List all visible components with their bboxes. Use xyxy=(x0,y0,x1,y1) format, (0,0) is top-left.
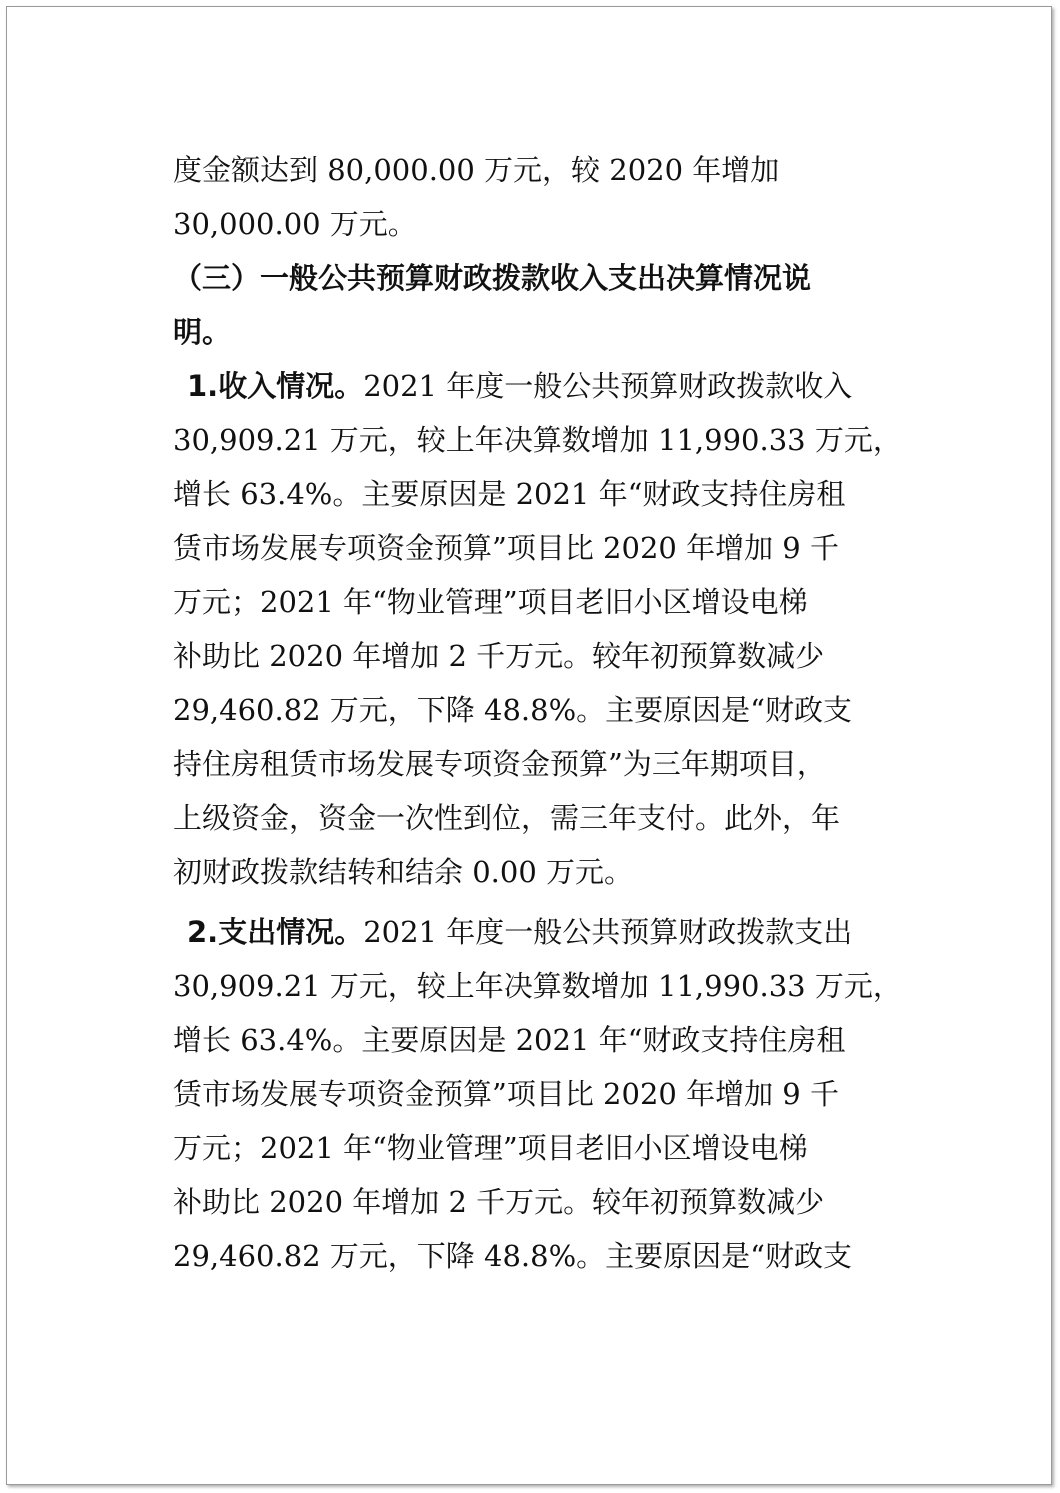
paragraph-expense-first-line xyxy=(187,912,852,952)
income-lead: 1.收入情况。 xyxy=(187,369,364,403)
paragraph-income-first-line xyxy=(187,366,852,406)
body-line: 30,909.21 万元，较上年决算数增加 11,990.33 万元， xyxy=(173,969,902,1003)
body-line: 30,000.00 万元。 xyxy=(173,207,417,241)
body-line: 上级资金，资金一次性到位，需三年支付。此外，年 xyxy=(173,801,841,835)
body-line: 29,460.82 万元，下降 48.8%。主要原因是“财政支 xyxy=(173,1239,852,1273)
body-text: 2021 年度一般公共预算财政拨款收入 xyxy=(363,369,853,403)
body-line: 增长 63.4%。主要原因是 2021 年“财政支持住房租 xyxy=(173,1023,846,1057)
body-line: 补助比 2020 年增加 2 千万元。较年初预算数减少 xyxy=(173,639,825,673)
body-line: 增长 63.4%。主要原因是 2021 年“财政支持住房租 xyxy=(173,477,846,511)
body-line: 持住房租赁市场发展专项资金预算”为三年期项目， xyxy=(173,747,826,781)
body-line: 万元；2021 年“物业管理”项目老旧小区增设电梯 xyxy=(173,585,808,619)
body-line: 赁市场发展专项资金预算”项目比 2020 年增加 9 千 xyxy=(173,1077,839,1111)
section-heading: 明。 xyxy=(173,315,232,349)
body-line: 赁市场发展专项资金预算”项目比 2020 年增加 9 千 xyxy=(173,531,839,565)
body-line: 补助比 2020 年增加 2 千万元。较年初预算数减少 xyxy=(173,1185,825,1219)
body-line: 初财政拨款结转和结余 0.00 万元。 xyxy=(173,855,634,889)
body-line: 度金额达到 80,000.00 万元，较 2020 年增加 xyxy=(173,153,780,187)
body-line: 29,460.82 万元，下降 48.8%。主要原因是“财政支 xyxy=(173,693,852,727)
section-heading: （三）一般公共预算财政拨款收入支出决算情况说 xyxy=(173,261,812,295)
body-text: 2021 年度一般公共预算财政拨款支出 xyxy=(363,915,853,949)
body-line: 30,909.21 万元，较上年决算数增加 11,990.33 万元， xyxy=(173,423,902,457)
body-line: 万元；2021 年“物业管理”项目老旧小区增设电梯 xyxy=(173,1131,808,1165)
expense-lead: 2.支出情况。 xyxy=(187,915,364,949)
document-page xyxy=(6,6,1052,1485)
